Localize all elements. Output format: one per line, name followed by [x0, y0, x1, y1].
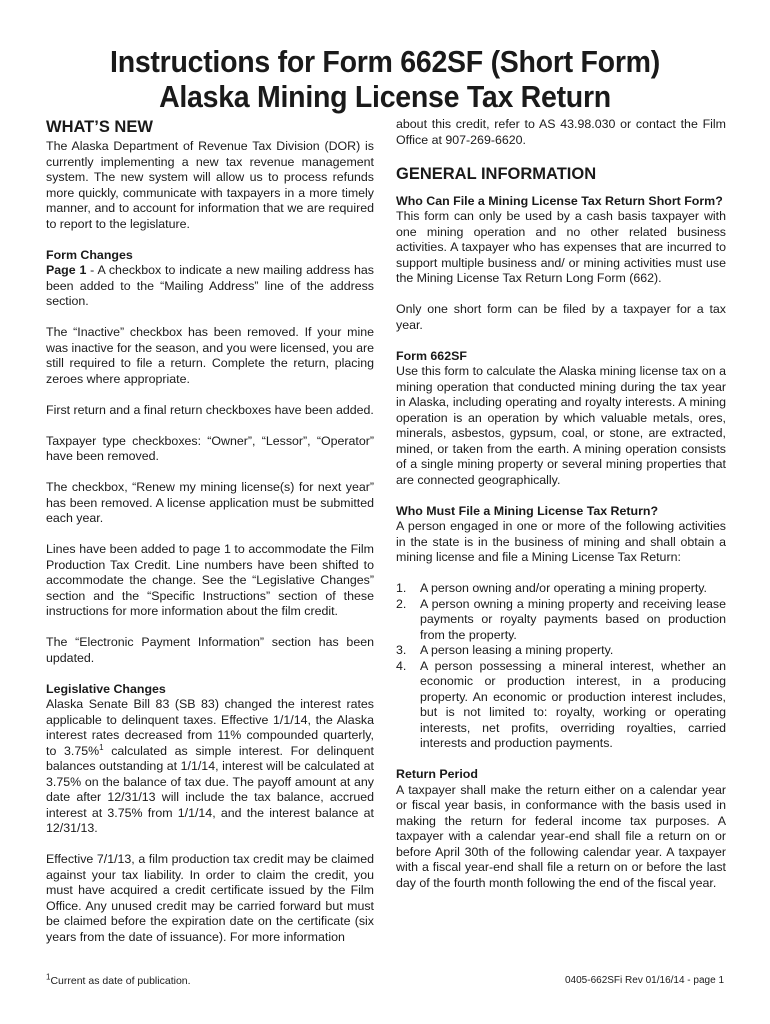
epi-paragraph: The “Electronic Payment Information” section has been updated.	[46, 635, 374, 665]
left-column	[46, 117, 374, 945]
who-can-file-paragraph: This form can only be used by a cash basis taxpayer with one mining operation and no other related business activities. A taxpayer who has expenses that are incurred to support multiple business and/ or mining activities must use the Mining License Tax Return Long Form (662).	[396, 209, 726, 285]
list-item-number: 4.	[396, 658, 407, 673]
list-item-text: A person owning and/or operating a mining property.	[420, 581, 707, 595]
film-credit-paragraph: Effective 7/1/13, a film production tax credit may be claimed against your tax liability. In order to claim the credit, you must have acquired a credit certificate issued by the Film Office. Any unused credit may be carried forward but must be claimed before the expiration date on the certificate (six years from the date of issuance). For more information	[46, 852, 374, 944]
taxpayer-type-paragraph: Taxpayer type checkboxes: “Owner”, “Lessor”, “Operator” have been removed.	[46, 433, 374, 463]
footnote-number: 1	[46, 972, 51, 982]
who-can-file-heading: Who Can File a Mining License Tax Return Short Form?	[396, 193, 723, 208]
legislative-changes-heading: Legislative Changes	[46, 681, 166, 696]
list-item	[396, 597, 726, 644]
title-line-1: Instructions for Form 662SF (Short Form)	[110, 44, 660, 79]
footnote	[46, 972, 191, 987]
whats-new-heading: WHAT’S NEW	[46, 118, 153, 136]
inactive-paragraph: The “Inactive” checkbox has been removed. If your mine was inactive for the season, and you were licensed, you are still required to file a return. Complete the return, placing zeroes where appropriate.	[46, 325, 374, 386]
return-period-heading: Return Period	[396, 767, 478, 781]
footnote-marker: 1	[99, 742, 104, 752]
page-title	[31, 44, 739, 114]
list-item	[396, 659, 726, 752]
title-line-2: Alaska Mining License Tax Return	[159, 79, 611, 114]
renew-paragraph: The checkbox, “Renew my mining license(s) for next year” has been removed. A license application must be submitted each year.	[46, 480, 374, 525]
mining-activities-list	[396, 581, 726, 752]
list-item-number: 2.	[396, 596, 407, 611]
list-item-text: A person leasing a mining property.	[420, 643, 614, 657]
form-changes-heading: Form Changes	[46, 247, 133, 262]
return-period-paragraph: A taxpayer shall make the return either on a calendar year or fiscal year basis, in conformance with the basis used in making the return for federal income tax purposes. A taxpayer with a calendar year-end shall file a return on or before April 30th of the following calendar year. A taxpayer with a fiscal year-end shall file a return on or before the last day of the fourth month following the end of the fiscal year.	[396, 782, 726, 890]
general-information-heading: GENERAL INFORMATION	[396, 164, 597, 183]
who-must-file-heading: Who Must File a Mining License Tax Return?	[396, 503, 659, 518]
intro-paragraph: The Alaska Department of Revenue Tax Division (DOR) is currently implementing a new tax revenue management system. The new system will allow us to process refunds more quickly, communicate with taxpayers in a more timely manner, and to account for information that we are required to report to the legislature.	[46, 139, 374, 231]
form-662sf-heading: Form 662SF	[396, 348, 467, 363]
list-item-number: 3.	[396, 643, 407, 657]
legislative-paragraph	[46, 697, 374, 837]
film-continuation-paragraph: about this credit, refer to AS 43.98.030 or contact the Film Office at 907-269-6620.	[396, 117, 726, 147]
who-must-file-paragraph: A person engaged in one or more of the following activities in the state is in the business of mining and shall obtain a mining license and file a Mining License Tax Return:	[396, 519, 726, 564]
list-item	[396, 643, 726, 659]
form-662sf-paragraph: Use this form to calculate the Alaska mining license tax on a mining operation that conducted mining during the tax year in Alaska, including operating and royalty interests. A mining operation is an operation by which valuable metals, ores, minerals, asbestos, gypsum, coal, or stone, are extracted, mined, or taken from the earth. A mining operation consists of a single mining property or several mining properties that are connected geographically.	[396, 364, 726, 487]
page-number: 0405-662SFi Rev 01/16/14 - page 1	[565, 975, 724, 986]
page1-label: Page 1	[46, 263, 87, 277]
one-short-form-paragraph: Only one short form can be filed by a taxpayer for a tax year.	[396, 302, 726, 332]
list-item-text: A person owning a mining property and receiving lease payments or royalty payments based on production from the property.	[420, 596, 726, 642]
legislative-text-a: Alaska Senate Bill 83 (SB 83) changed the interest rates applicable to delinquent taxes. Effective 1/1/14, the Alaska interest rates decreased from 11% compounded quarterly, to 3.75%	[46, 697, 374, 758]
first-return-paragraph: First return and a final return checkboxes have been added.	[46, 402, 374, 417]
page1-paragraph	[46, 263, 374, 310]
list-item	[396, 581, 726, 597]
right-column	[396, 117, 726, 891]
footnote-text: Current as date of publication.	[50, 975, 191, 987]
page1-text: - A checkbox to indicate a new mailing address has been added to the “Mailing Address” line of the address section.	[46, 263, 374, 308]
legislative-text-b: calculated as simple interest. For delinquent balances outstanding at 1/1/14, interest will be calculated at 3.75% on the balance of tax due. The payoff amount at any date after 12/31/13 will include the tax balance, accrued interest at 3.75% from 1/1/14, and the interest balance at 12/31/13.	[46, 743, 374, 835]
list-item-number: 1.	[396, 581, 407, 595]
lines-paragraph: Lines have been added to page 1 to accommodate the Film Production Tax Credit. Line numbers have been shifted to accommodate the change. See the “Legislative Changes” section and the “Specific Instructions” section of these instructions for more information about the film credit.	[46, 542, 374, 618]
list-item-text: A person possessing a mineral interest, whether an economic or production interest, in a producing property. An economic or production interest includes, but is not limited to: royalty, working or operating interests, net profits, overriding royalties, carried interests and production payments.	[420, 658, 726, 750]
